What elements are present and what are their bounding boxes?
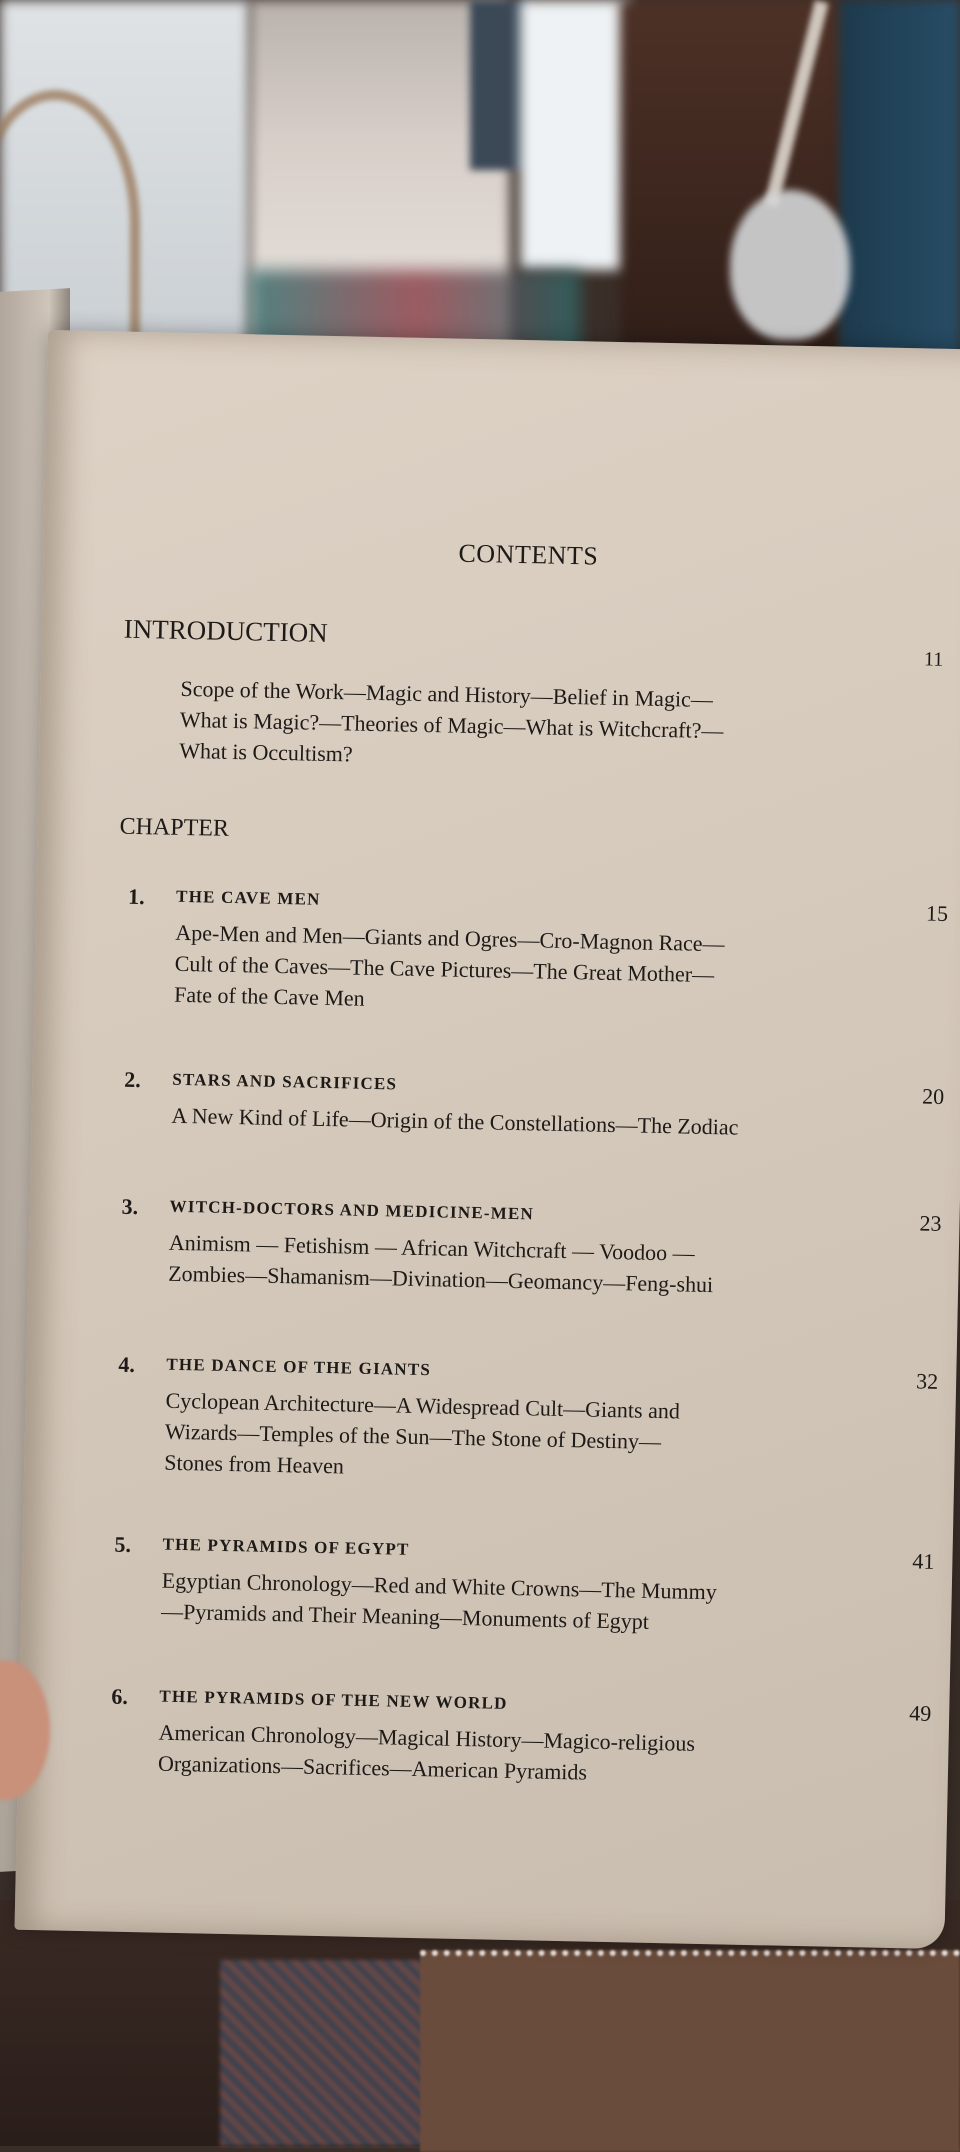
chapter-title: THE CAVE MEN bbox=[175, 886, 321, 909]
chapter-entry bbox=[127, 883, 949, 1011]
description-line: Ape-Men and Men—Giants and Ogres—Cro-Magnon Race— bbox=[175, 919, 725, 957]
chapter-entry bbox=[111, 1683, 932, 1785]
description-line: Wizards—Temples of the Sun—The Stone of Destiny— bbox=[164, 1418, 662, 1455]
description-line: Animism — Fetishism — African Witchcraft — Voodoo — bbox=[168, 1229, 695, 1266]
introduction-page-number: 11 bbox=[923, 648, 944, 671]
description-line: What is Magic?—Theories of Magic—What is Witchcraft?— bbox=[179, 706, 724, 744]
description-line: —Pyramids and Their Meaning—Monuments of Egypt bbox=[160, 1598, 650, 1634]
description-line: Fate of the Cave Men bbox=[173, 981, 365, 1011]
chapter-number: 5. bbox=[114, 1531, 132, 1558]
chapter-heading: CHAPTER bbox=[119, 813, 230, 842]
chapter-entry bbox=[124, 1066, 945, 1140]
description-line: American Chronology—Magical History—Magico-religious bbox=[158, 1719, 696, 1756]
chapter-number: 4. bbox=[118, 1351, 136, 1378]
description-line: Scope of the Work—Magic and History—Belief in Magic— bbox=[180, 675, 714, 713]
chapter-entry bbox=[114, 1531, 935, 1634]
chapter-number: 1. bbox=[127, 883, 145, 910]
chapter-entry bbox=[121, 1193, 942, 1298]
introduction-description bbox=[179, 673, 851, 780]
guitar bbox=[730, 190, 850, 340]
chapter-page-number: 49 bbox=[908, 1700, 932, 1726]
chapter-page-number: 41 bbox=[912, 1548, 935, 1574]
chapter-title: WITCH-DOCTORS AND MEDICINE-MEN bbox=[169, 1196, 535, 1224]
chapter-page-number: 23 bbox=[919, 1210, 942, 1236]
chapter-title: THE PYRAMIDS OF THE NEW WORLD bbox=[159, 1686, 508, 1713]
chapter-title: THE DANCE OF THE GIANTS bbox=[166, 1354, 432, 1380]
chapter-description bbox=[161, 1565, 842, 1641]
introduction-heading: INTRODUCTION bbox=[123, 613, 329, 648]
chapter-title: STARS AND SACRIFICES bbox=[172, 1069, 398, 1094]
book-page bbox=[14, 330, 960, 1949]
description-line: Zombies—Shamanism—Divination—Geomancy—Feng-shui bbox=[168, 1260, 714, 1298]
chapter-entry bbox=[118, 1351, 939, 1479]
description-line: Stones from Heaven bbox=[164, 1449, 345, 1479]
contents-title: CONTENTS bbox=[458, 538, 599, 571]
chapter-description bbox=[174, 917, 856, 1024]
chapter-number: 3. bbox=[121, 1193, 139, 1220]
description-line: Cult of the Caves—The Cave Pictures—The Great Mother— bbox=[174, 950, 715, 988]
background-curtain bbox=[840, 0, 960, 400]
description-line: Cyclopean Architecture—A Widespread Cult—Giants and bbox=[165, 1387, 681, 1424]
chapter-description bbox=[168, 1227, 849, 1303]
chapter-number: 2. bbox=[124, 1066, 142, 1093]
description-line: What is Occultism? bbox=[178, 737, 353, 767]
description-line: Organizations—Sacrifices—American Pyramids bbox=[157, 1750, 588, 1785]
chapter-page-number: 32 bbox=[915, 1368, 939, 1394]
blanket bbox=[420, 1950, 960, 2152]
chapter-number: 6. bbox=[111, 1683, 129, 1709]
chapter-description bbox=[164, 1385, 846, 1492]
background-carpet bbox=[220, 1960, 440, 2146]
chapter-title: THE PYRAMIDS OF EGYPT bbox=[162, 1534, 410, 1559]
description-line: Egyptian Chronology—Red and White Crowns—The Mummy bbox=[161, 1567, 718, 1605]
table-of-contents bbox=[14, 330, 960, 1949]
description-line: A New Kind of Life—Origin of the Constellations—The Zodiac bbox=[171, 1102, 739, 1140]
chapter-page-number: 20 bbox=[921, 1083, 945, 1109]
chapter-description bbox=[158, 1717, 839, 1793]
chapter-page-number: 15 bbox=[925, 900, 949, 926]
chapter-description bbox=[171, 1100, 852, 1145]
background-window bbox=[520, 0, 630, 270]
